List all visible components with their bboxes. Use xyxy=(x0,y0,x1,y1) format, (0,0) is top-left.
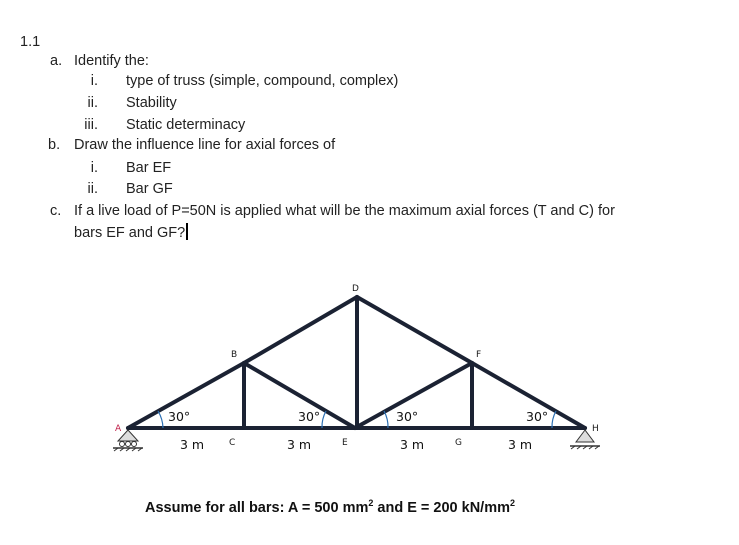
part-c-marker: c. xyxy=(50,203,62,219)
angle-label-h: 30° xyxy=(526,409,549,424)
note-prefix: Assume for all bars: A = 500 mm xyxy=(145,499,369,516)
part-b-item-1-text: Bar EF xyxy=(126,160,172,176)
node-label-f: F xyxy=(476,350,482,360)
span-label-ac: 3 m xyxy=(180,437,205,452)
part-a-item-2-text: Stability xyxy=(126,95,177,111)
node-label-e: E xyxy=(342,438,348,448)
angle-arc-h xyxy=(552,411,556,428)
truss-members xyxy=(128,297,585,428)
angle-arc-e-right xyxy=(384,411,388,428)
angle-arc-a xyxy=(158,411,163,428)
part-a-item-3-marker: iii. xyxy=(84,117,98,133)
note-exponent-2: 2 xyxy=(510,498,516,508)
part-b-item-1-marker: i. xyxy=(90,160,98,176)
node-label-b: B xyxy=(231,350,238,360)
node-label-c: C xyxy=(229,438,236,448)
span-label-gh: 3 m xyxy=(508,437,533,452)
part-a-item-1-text: type of truss (simple, compound, complex) xyxy=(126,73,399,89)
material-assumption-note xyxy=(145,498,515,516)
part-c-line-2-text: bars EF and GF? xyxy=(74,225,186,241)
span-label-eg: 3 m xyxy=(400,437,425,452)
note-exponent-1: 2 xyxy=(368,498,374,508)
span-label-ce: 3 m xyxy=(287,437,312,452)
note-middle: and E = 200 kN/mm xyxy=(373,499,510,516)
node-label-d: D xyxy=(352,284,359,294)
member-bd xyxy=(244,297,357,363)
part-a-item-3-text: Static determinacy xyxy=(126,117,246,133)
part-b-item-2-marker: ii. xyxy=(87,181,98,197)
node-label-h: H xyxy=(592,424,599,434)
part-b-text: Draw the influence line for axial forces of xyxy=(74,137,336,153)
part-b-item-2-text: Bar GF xyxy=(126,181,173,197)
question-number: 1.1 xyxy=(20,34,41,50)
part-c-line-1: If a live load of P=50N is applied what will be the maximum axial forces (T and C) for xyxy=(74,203,615,219)
angle-label-e-right: 30° xyxy=(396,409,419,424)
angle-label-e-left: 30° xyxy=(298,409,321,424)
part-a-item-1-marker: i. xyxy=(90,73,98,89)
part-b-marker: b. xyxy=(48,137,61,153)
member-df xyxy=(357,297,472,363)
node-label-g: G xyxy=(455,438,462,448)
node-label-a: A xyxy=(115,424,122,434)
part-a-text: Identify the: xyxy=(74,53,149,69)
part-a-marker: a. xyxy=(50,53,63,69)
angle-arc-e-left xyxy=(322,411,326,428)
angle-label-a: 30° xyxy=(168,409,191,424)
part-a-item-2-marker: ii. xyxy=(87,95,98,111)
